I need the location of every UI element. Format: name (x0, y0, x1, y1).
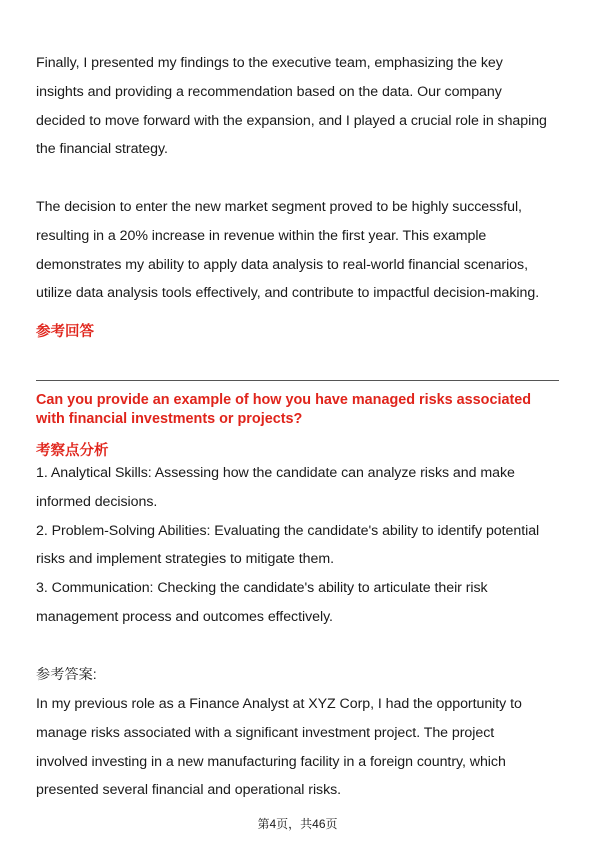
list-item: informed decisions. (36, 493, 158, 510)
text-line: The decision to enter the new market segment proved to be highly successful, (36, 199, 522, 215)
list-item: 1. Analytical Skills: Assessing how the candidate can analyze risks and make (36, 465, 515, 481)
text-line: manage risks associated with a significant investment project. The project (36, 724, 495, 741)
list-item: management process and outcomes effectively. (36, 608, 333, 625)
text-line: involved investing in a new manufacturing facility in a foreign country, which (36, 753, 506, 770)
text-line: demonstrates my ability to apply data analysis to real-world financial scenarios, (36, 256, 528, 273)
text-line: Finally, I presented my findings to the executive team, emphasizing the key (36, 55, 503, 71)
analysis-list (36, 459, 566, 632)
question-heading (36, 391, 566, 428)
reference-answer-label: 参考回答 (36, 324, 94, 340)
list-item: 2. Problem-Solving Abilities: Evaluating the candidate's ability to identify potential (36, 522, 540, 539)
list-item: risks and implement strategies to mitigate them. (36, 551, 335, 568)
page-number: 第4页，共46页 (257, 817, 338, 831)
text-line: utilize data analysis tools effectively, and contribute to impactful decision-making. (36, 285, 540, 302)
outcome-paragraph (36, 193, 566, 308)
text-line: presented several financial and operational risks. (36, 782, 342, 799)
question-line: Can you provide an example of how you have managed risks associated (36, 392, 532, 408)
list-item: 3. Communication: Checking the candidate's ability to articulate their risk (36, 580, 488, 597)
findings-paragraph (36, 49, 566, 164)
answer-heading: 参考答案: (36, 667, 97, 683)
text-line: resulting in a 20% increase in revenue within the first year. This example (36, 227, 487, 244)
analysis-label: 考察点分析 (36, 443, 109, 459)
text-line: insights and providing a recommendation based on the data. Our company (36, 83, 502, 100)
section-divider (36, 380, 559, 381)
text-line: the financial strategy. (36, 141, 168, 158)
text-line: decided to move forward with the expansion, and I played a crucial role in shaping (36, 112, 547, 129)
answer-paragraph (36, 690, 566, 805)
question-line: with financial investments or projects? (36, 410, 303, 427)
text-line: In my previous role as a Finance Analyst at XYZ Corp, I had the opportunity to (36, 696, 522, 712)
